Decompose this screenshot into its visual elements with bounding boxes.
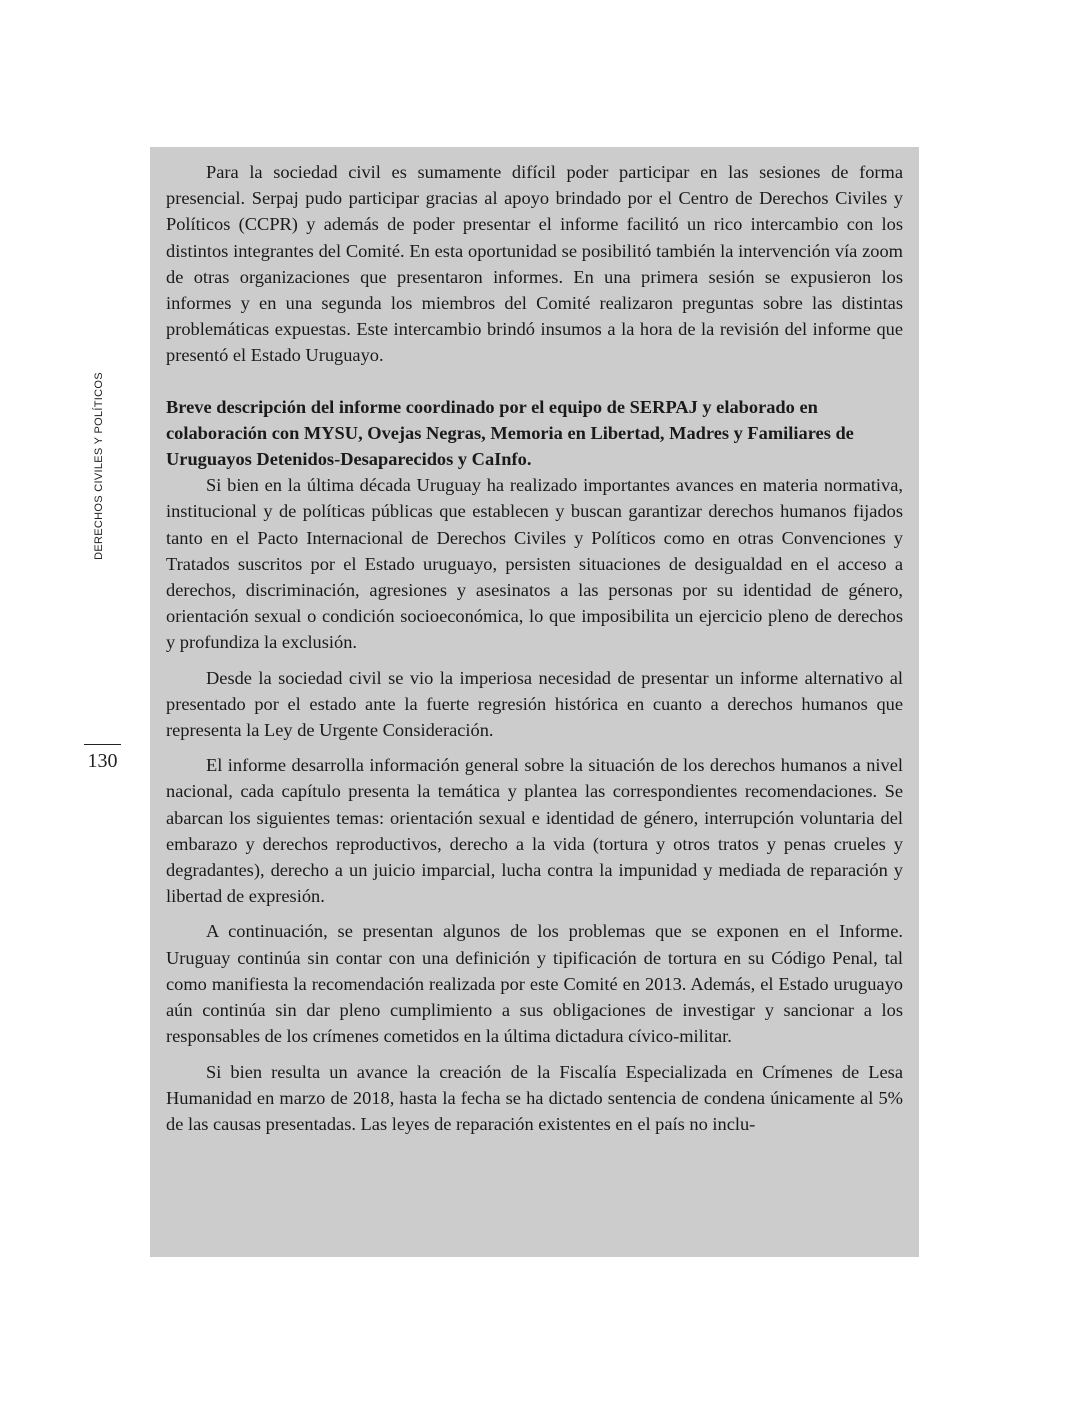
paragraph: El informe desarrolla información general sobre la situación de los derechos humanos a nivel nacional, cada capítulo presenta la temática y plantea las correspondientes recomendaciones. Se abarcan los siguientes temas: orientación sexual e identidad de género, interrupción voluntaria del embarazo y derechos reproductivos, derecho a la vida (tortura y otros tratos y penas crueles y degradantes), derecho a un juicio imparcial, lucha contra la impunidad y mediada de reparación y libertad de expresión.: [166, 755, 903, 907]
paragraph: Si bien resulta un avance la creación de la Fiscalía Especializada en Crímenes de Lesa Humanidad en marzo de 2018, hasta la fecha se ha dictado sentencia de condena únicamente al 5% de las causas presentadas. Las leyes de reparación existentes en el país no inclu-: [166, 1061, 903, 1134]
running-head: DERECHOS CIVILES Y POLÍTICOS: [93, 372, 105, 560]
paragraph: Si bien en la última década Uruguay ha realizado importantes avances en materia normativa, institucional y de políticas públicas que establecen y buscan garantizar derechos humanos fijados tanto en el Pacto Internacional de Derechos Civiles y Políticos como en otras Convenciones y Tratados suscritos por el Estado uruguayo, persisten situaciones de desigualdad en el acceso a derechos, discriminación, agresiones y asesinatos a las personas por su identidad de género, orientación sexual o condición socioeconómica, lo que imposibilita un ejercicio pleno de derechos y profundiza la exclusión.: [166, 475, 903, 653]
paragraph: Para la sociedad civil es sumamente difícil poder participar en las sesiones de forma presencial. Serpaj pudo participar gracias al apoyo brindado por el Centro de Derechos Civiles y Políticos (CCPR) y además de poder presentar el informe facilitó un rico intercambio con los distintos integrantes del Comité. En esta oportunidad se posibilitó también la intervención vía zoom de otras organizaciones que presentaron informes. En una primera sesión se expusieron los informes y en una segunda los miembros del Comité realizaron preguntas sobre las distintas problemáticas expuestas. Este intercambio brindó insumos a la hora de la revisión del informe que presentó el Estado Uruguayo.: [166, 162, 903, 366]
body-text: [166, 159, 903, 1137]
page-number: 130: [84, 744, 121, 773]
paragraph: A continuación, se presentan algunos de los problemas que se exponen en el Informe. Uruguay continúa sin contar con una definición y tipificación de tortura en su Código Penal, tal como manifiesta la recomendación realizada por este Comité en 2013. Además, el Estado uruguayo aún continúa sin dar pleno cumplimiento a sus obligaciones de investigar y sancionar a los responsables de los crímenes cometidos en la última dictadura cívico-militar.: [166, 921, 903, 1047]
section-heading: Breve descripción del informe coordinado por el equipo de SERPAJ y elaborado en colaboración con MYSU, Ovejas Negras, Memoria en Libertad, Madres y Familiares de Uruguayos Detenidos-Desaparecidos y CaInfo.: [166, 396, 854, 470]
paragraph: Desde la sociedad civil se vio la imperiosa necesidad de presentar un informe alternativo al presentado por el estado ante la fuerte regresión histórica en cuanto a derechos humanos que representa la Ley de Urgente Consideración.: [166, 667, 903, 741]
